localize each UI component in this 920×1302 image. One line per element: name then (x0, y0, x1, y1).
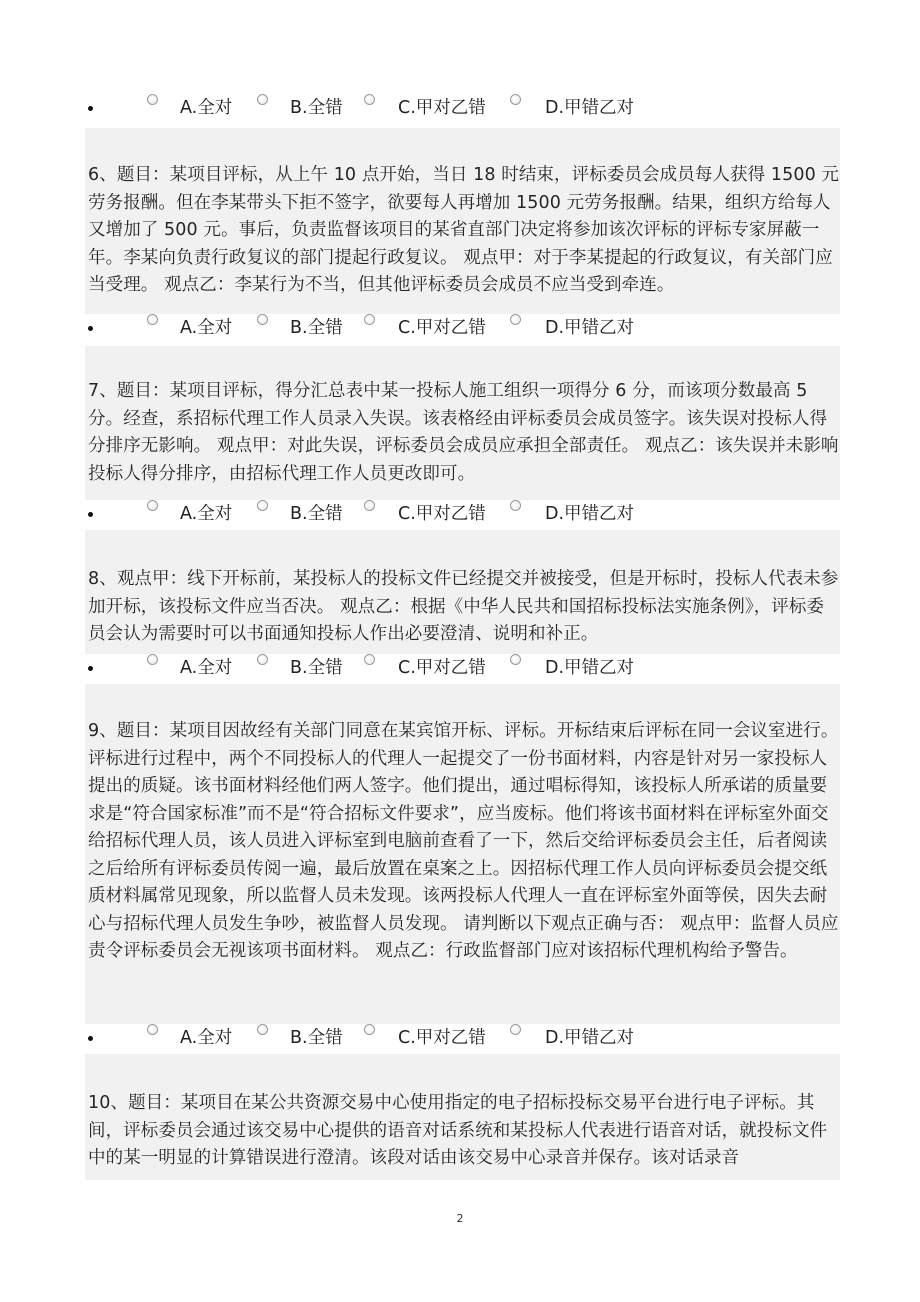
options-row-9 (85, 1026, 840, 1056)
option-a-label: A.全对 (180, 504, 233, 524)
bullet (88, 106, 93, 111)
page-number: 2 (456, 1212, 464, 1225)
option-b-label: B.全错 (290, 504, 343, 524)
option-a-label: A.全对 (180, 318, 233, 338)
question-6-text: 6、题目：某项目评标，从上午 10 点开始，当日 18 时结束，评标委员会成员每人获得 1500 元劳务报酬。但在李某带头下拒不签字，欲要每人再增加 1500 元劳务报酬。结果，组织方给每人又增加了 500 元。事后，负责监督该项目的某省直部门决定将参加该次评标的评标专家屏蔽一年。李某向负责行政复议的部门提起行政复议。 观点甲：对于李某提起的行政复议，有关部门应当受理。 观点乙：李某行为不当，但其他评标委员会成员不应当受到牵连。 (88, 165, 840, 295)
radio-c[interactable] (364, 94, 375, 105)
option-b-label: B.全错 (290, 1028, 343, 1048)
option-b-label: B.全错 (290, 658, 343, 678)
radio-a[interactable] (147, 94, 158, 105)
option-b-label: B.全错 (290, 98, 343, 118)
option-b-label: B.全错 (290, 318, 343, 338)
radio-b[interactable] (257, 654, 268, 665)
radio-a[interactable] (147, 1024, 158, 1035)
option-a-label: A.全对 (180, 658, 233, 678)
options-row-5 (85, 96, 840, 126)
radio-a[interactable] (147, 654, 158, 665)
radio-d[interactable] (510, 94, 521, 105)
option-c-label: C.甲对乙错 (398, 98, 486, 118)
option-c-label: C.甲对乙错 (398, 318, 486, 338)
question-9-text: 9、题目：某项目因故经有关部门同意在某宾馆开标、评标。开标结束后评标在同一会议室进行。评标进行过程中，两个不同投标人的代理人一起提交了一份书面材料，内容是针对另一家投标人提出的质疑。该书面材料经他们两人签字。他们提出，通过唱标得知，该投标人所承诺的质量要求是“符合国家标准”而不是“符合招标文件要求”，应当废标。他们将该书面材料在评标室外面交给招标代理人员，该人员进入评标室到电脑前查看了一下，然后交给评标委员会主任，后者阅读之后给所有评标委员传阅一遍，最后放置在桌案之上。因招标代理工作人员向评标委员会提交纸质材料属常见现象，所以监督人员未发现。该两投标人代理人一直在评标室外面等侯，因失去耐心与招标代理人员发生争吵，被监督人员发现。 请判断以下观点正确与否： 观点甲：监督人员应责令评标委员会无视该项书面材料。 观点乙：行政监督部门应对该招标代理机构给予警告。 (88, 721, 839, 961)
bullet (88, 1036, 93, 1041)
options-row-6 (85, 316, 840, 346)
option-a-label: A.全对 (180, 1028, 233, 1048)
option-d-label: D.甲错乙对 (545, 318, 635, 338)
radio-b[interactable] (257, 94, 268, 105)
option-c-label: C.甲对乙错 (398, 658, 486, 678)
radio-d[interactable] (510, 314, 521, 325)
question-10-text: 10、题目：某项目在某公共资源交易中心使用指定的电子招标投标交易平台进行电子评标。其间，评标委员会通过该交易中心提供的语音对话系统和某投标人代表进行语音对话，就投标文件中的某一明显的计算错误进行澄清。该段对话由该交易中心录音并保存。该对话录音 (88, 1093, 828, 1168)
option-c-label: C.甲对乙错 (398, 1028, 486, 1048)
option-d-label: D.甲错乙对 (545, 1028, 635, 1048)
bullet (88, 666, 93, 671)
radio-d[interactable] (510, 654, 521, 665)
radio-a[interactable] (147, 314, 158, 325)
radio-c[interactable] (364, 1024, 375, 1035)
radio-c[interactable] (364, 314, 375, 325)
radio-c[interactable] (364, 500, 375, 511)
radio-b[interactable] (257, 1024, 268, 1035)
radio-c[interactable] (364, 654, 375, 665)
radio-b[interactable] (257, 500, 268, 511)
option-c-label: C.甲对乙错 (398, 504, 486, 524)
option-d-label: D.甲错乙对 (545, 658, 635, 678)
question-7-text: 7、题目：某项目评标，得分汇总表中某一投标人施工组织一项得分 6 分，而该项分数最高 5 分。经查，系招标代理工作人员录入失误。该表格经由评标委员会成员签字。该失误对投标人得分排序无影响。 观点甲：对此失误，评标委员会成员应承担全部责任。 观点乙：该失误并未影响投标人得分排序，由招标代理工作人员更改即可。 (88, 381, 839, 484)
bullet (88, 512, 93, 517)
option-d-label: D.甲错乙对 (545, 98, 635, 118)
radio-d[interactable] (510, 500, 521, 511)
bullet (88, 326, 93, 331)
radio-a[interactable] (147, 500, 158, 511)
options-row-7 (85, 502, 840, 532)
question-8-text: 8、观点甲：线下开标前，某投标人的投标文件已经提交并被接受，但是开标时，投标人代表未参加开标，该投标文件应当否决。 观点乙：根据《中华人民共和国招标投标法实施条例》，评标委员会认为需要时可以书面通知投标人作出必要澄清、说明和补正。 (88, 569, 839, 644)
option-d-label: D.甲错乙对 (545, 504, 635, 524)
option-a-label: A.全对 (180, 98, 233, 118)
radio-b[interactable] (257, 314, 268, 325)
options-row-8 (85, 656, 840, 686)
radio-d[interactable] (510, 1024, 521, 1035)
